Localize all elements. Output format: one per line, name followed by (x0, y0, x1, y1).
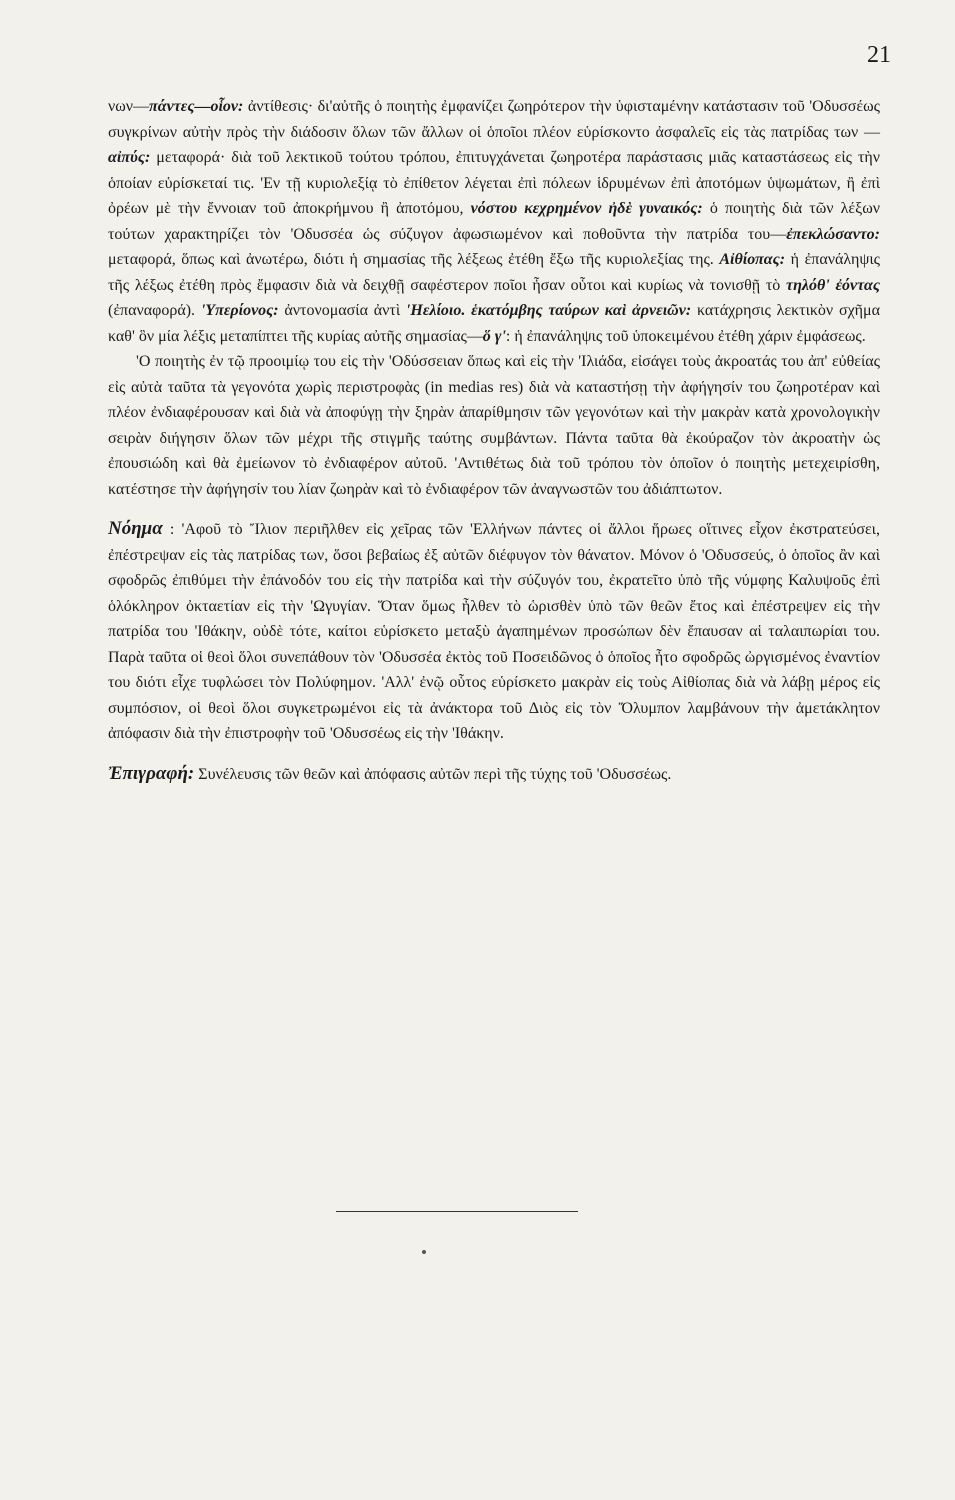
term-aipys: αἰπύς: (108, 149, 151, 166)
term-aithiopas: Αἰθίοπας: (719, 251, 786, 268)
term-o-g: ὅ γ' (482, 327, 506, 345)
print-speck (422, 1250, 426, 1254)
analysis-paragraph: 'Ο ποιητὴς ἐν τῷ προοιμίῳ του εἰς τὴν 'Οδύσσειαν ὅπως καὶ εἰς τὴν 'Ιλιάδα, εἰσάγει τοὺς ἀκροατάς του ἀπ' εὐθείας εἰς αὐτὰ ταῦτα τὰ γεγονότα χωρὶς περιστροφὰς (in medias res) διὰ νὰ καταστήσῃ τὴν ἀφήγησίν του ζωηροτέραν καὶ πλέον ἐνδιαφέρουσαν καὶ διὰ νὰ ἀποφύγῃ τὴν ξηρὰν ἀπαρίθμησιν τῶν γεγονότων καὶ τὴν μακρὰν κατὰ χρονολογικὴν σειρὰν διήγησιν ὅλων τῶν μέχρι τῆς στιγμῆς ταύτης συμβάντων. Πάντα ταῦτα θὰ ἐκούραζον τὸν ἀκροατὴν ὡς ἐπουσιώδη καὶ θὰ ἐμείωνον τὸ ἐνδιαφέρον αὐτοῦ. 'Αντιθέτως διὰ τοῦ τρόπου τὸν ὁποῖον ὁ ποιητὴς μετεχειρίσθη, κατέστησε τὴν ἀφήγησίν του λίαν ζωηρὰν καὶ τὸ ἐνδιαφέρον τῶν ἀναγνωστῶν του ἀδιάπτωτον. (108, 353, 880, 498)
text-run: ἀντίθεσις· δι'αὐτῆς ὁ ποιητὴς ἐμφανίζει ζωηρότερον τὴν ὑφισταμένην κατάστασιν τοῦ 'Οδυσσέως συγκρίνων αὐτὴν πρὸς τὴν διάδοσιν ὅλων τῶν ἄλλων οἱ ὁποῖοι πλέον εὑρίσκοντο ἀσφαλεῖς εἰς τὰς πατρίδας των — (108, 98, 880, 141)
term-nostou: νόστου κεχρημένον ἠδὲ γυναικός: (470, 200, 703, 217)
term-epeklosanto: ἐπεκλώσαντο: (786, 225, 880, 243)
term-helioio: 'Ηελίοιο. ἑκατόμβης ταύρων καὶ ἀρνειῶν: (405, 302, 692, 319)
title-paragraph (108, 761, 880, 788)
page-number: 21 (867, 42, 891, 68)
term-pantes-oion: πάντες—οἷον: (149, 98, 244, 115)
section-divider (336, 1211, 578, 1212)
meaning-text: 'Αφοῦ τὸ Ἴλιον περιῆλθεν εἰς χεῖρας τῶν 'Ελλήνων πάντες οἱ ἄλλοι ἥρωες οἵτινες εἶχον ἐκστρατεύσει, ἐπέστρεψαν εἰς τὰς πατρίδας των, ὅσοι βεβαίως ἐξ αὐτῶν διέφυγον τὸν θάνατον. Μόνον ὁ 'Οδυσσεύς, ὁ ὁποῖος ἂν καὶ σφοδρῶς ἐπιθύμει τὴν ἐπάνοδόν του εἰς τὴν πατρίδα καὶ τὴν σύζυγόν του, ἐκρατεῖτο ὑπὸ τῆς νύμφης Καλυψοῦς ἐπὶ ὁλόκληρον ὀκταετίαν εἰς τὴν 'Ωγυγίαν. Ὅταν ὅμως ἦλθεν τὸ ὡρισθὲν ὑπὸ τῶν θεῶν ἔτος καὶ ἐπέστρεψεν εἰς τὴν πατρίδα του 'Ιθάκην, οὐδὲ τότε, καίτοι εὑρίσκετο μεταξὺ ἀγαπημένων προσώπων δὲν ἔπαυσαν αἱ ταλαιπωρίαι του. Παρὰ ταῦτα οἱ θεοὶ ὅλοι συνεπάθουν τὸν 'Οδυσσέα ἐκτὸς τοῦ Ποσειδῶνος ὁ ὁποῖος ἦτο σφοδρῶς ὠργισμένος ἐναντίον του διότι εἶχε τυφλώσει τὸν Πολύφημον. 'Αλλ' ἐνῷ οὗτος εὑρίσκετο μακρὰν εἰς τοὺς Αἰθίοπας διὰ νὰ λάβῃ μέρος εἰς συμπόσιον, οἱ θεοὶ ὅλοι συγκετρωμένοι εἰς τὰ ἀνάκτορα τοῦ Διὸς εἰς τὸν Ὄλυμπον λαμβάνουν τὴν ἀμετάκλητον ἀπόφασιν διὰ τὴν ἐπιστροφὴν τοῦ 'Οδυσσέως εἰς τὴν 'Ιθάκην. (108, 521, 880, 742)
page-body (108, 94, 880, 787)
commentary-paragraph (108, 94, 880, 349)
meaning-label: Νόημα (108, 518, 163, 539)
label-separator: : (162, 521, 182, 538)
text-run: ἀντονομασία ἀντὶ (278, 302, 406, 319)
meaning-paragraph (108, 516, 880, 747)
text-run: ὁ ποιητὴς διὰ τῶν λέξων τούτων χαρακτηρίζει τὸν 'Οδυσσέα ὡς σύζυγον ἀφωσιωμένον καὶ ποθοῦντα τὴν πατρίδα του— (108, 200, 880, 243)
term-telothi-eontas: τηλόθ' ἐόντας (786, 276, 880, 294)
term-yperionos: 'Υπερίονος: (200, 302, 279, 319)
title-label: Ἐπιγραφή: (108, 762, 195, 784)
title-text: Συνέλευσις τῶν θεῶν καὶ ἀπόφασις αὐτῶν περὶ τῆς τύχης τοῦ 'Οδυσσέως. (194, 765, 672, 783)
text-run: (ἐπαναφορά). (108, 302, 201, 319)
text-run: ἡ ἐπανάληψις τῆς λέξως ἐτέθη πρὸς ἔμφασιν διὰ νὰ δειχθῇ σαφέστερον ποῖοι ἦσαν οὗτοι καὶ κυρίως νὰ τονισθῇ τὸ (108, 251, 881, 294)
text-run: κατάχρησις λεκτικὸν σχῆμα καθ' ὃν μία λέξις μεταπίπτει τῆς κυρίας αὐτῆς σημασίας— (108, 302, 881, 345)
text-run: μεταφορά· διὰ τοῦ λεκτικοῦ τούτου τρόπου, ἐπιτυγχάνεται ζωηροτέρα παράστασις μιᾶς καταστάσεως εἰς τὴν ὁποίαν εὑρίσκεταί τις. 'Εν τῇ κυριολεξίᾳ τὸ ἐπίθετον λέγεται ἐπὶ πόλεων ἱδρυμένων ἐπὶ ἀποτόμων ὑψωμάτων, ἢ ἐπὶ ὀρέων μὲ τὴν ἔννοιαν τοῦ ἀποκρήμνου ἢ ἀποτόμου, (108, 149, 880, 217)
text-run: νων— (108, 98, 149, 115)
text-run: : ἡ ἐπανάληψις τοῦ ὑποκειμένου ἐτέθη χάριν ἐμφάσεως. (505, 327, 866, 345)
text-run: μεταφορά, ὅπως καὶ ἀνωτέρω, διότι ἡ σημασίας τῆς λέξεως ἐτέθη ἔξω τῆς κυριολεξίας της. (108, 251, 720, 268)
